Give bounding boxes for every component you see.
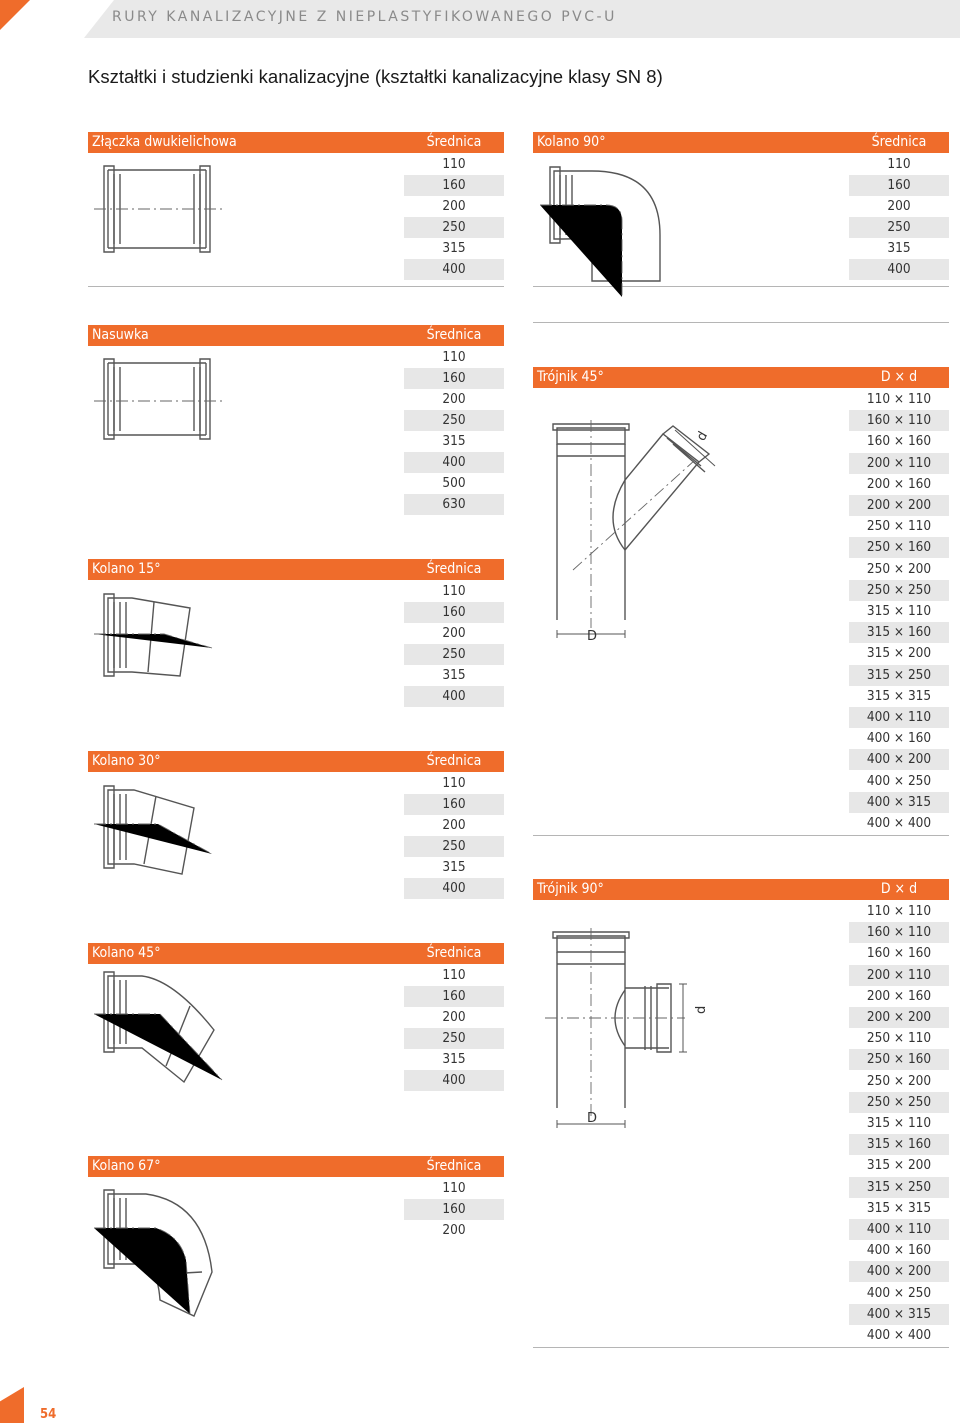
table-row: 250 × 200: [866, 1072, 932, 1089]
section-rule: [533, 322, 949, 323]
table-row: 110 × 110: [866, 903, 932, 919]
table-row: 200: [442, 198, 466, 214]
table-row: 400: [404, 686, 504, 707]
table-row: 250: [404, 410, 504, 431]
table-row: 200: [442, 817, 466, 833]
section-header-bar: [88, 132, 504, 153]
table-row: 315 × 315: [866, 1199, 932, 1216]
table-row: 160 × 160: [866, 945, 932, 962]
table-row: 315 × 200: [866, 645, 932, 662]
table-row: 200 × 160: [866, 475, 932, 492]
page-title: Kształtki i studzienki kanalizacyjne (kształtki kanalizacyjne klasy SN 8): [88, 66, 663, 87]
table-row: 200 × 110: [849, 453, 949, 474]
page-corner-accent: [0, 1387, 24, 1423]
section-rule: [533, 835, 949, 836]
section-title: Trójnik 45°: [537, 369, 604, 385]
section-title: Kolano 15°: [92, 561, 161, 577]
column-header: Średnica: [426, 327, 482, 343]
table-row: 250 × 250: [849, 580, 949, 601]
table-row: 400 × 160: [866, 1242, 932, 1259]
table-row: 315: [442, 667, 466, 683]
section-title: Kolano 67°: [92, 1158, 161, 1174]
table-row: 400 × 400: [866, 1327, 932, 1343]
column-header: D × d: [880, 369, 918, 385]
coupling-drawing: [94, 160, 244, 270]
table-row: 200 × 160: [866, 987, 932, 1004]
table-row: 400 × 110: [849, 1219, 949, 1240]
table-row: 315 × 250: [849, 665, 949, 686]
header-corner-accent: [0, 0, 30, 30]
table-row: 110: [442, 349, 466, 365]
table-row: 250: [404, 836, 504, 857]
table-row: 160: [404, 368, 504, 389]
section-title: Trójnik 90°: [537, 881, 604, 897]
table-row: 160: [404, 986, 504, 1007]
section-header-bar: [533, 879, 949, 900]
table-row: 250: [404, 217, 504, 238]
table-row: 250: [849, 217, 949, 238]
column-header: Średnica: [426, 753, 482, 769]
table-row: 400: [404, 1070, 504, 1091]
table-row: 200 × 110: [849, 965, 949, 986]
column-header: Średnica: [426, 945, 482, 961]
table-row: 200: [442, 391, 466, 407]
header-notch: [84, 0, 114, 38]
table-row: 400: [849, 259, 949, 280]
table-row: 315 × 315: [866, 687, 932, 704]
table-row: 110: [442, 1180, 466, 1196]
table-row: 110: [442, 156, 466, 172]
table-row: 500: [442, 475, 466, 491]
table-row: 250 × 110: [866, 1030, 932, 1047]
section-title: Złączka dwukielichowa: [92, 134, 237, 150]
table-row: 250: [404, 1028, 504, 1049]
table-row: 200 × 200: [849, 1007, 949, 1028]
table-row: 400: [404, 878, 504, 899]
table-row: 110: [887, 156, 911, 172]
table-row: 315 × 110: [866, 603, 932, 619]
table-row: 315: [442, 240, 466, 256]
tee-45-drawing: [545, 420, 735, 650]
section-header-bar: [88, 1156, 504, 1177]
section-rule: [88, 286, 504, 287]
table-row: 315 × 160: [849, 622, 949, 643]
table-row: 250: [404, 644, 504, 665]
table-row: 160 × 160: [866, 433, 932, 450]
elbow-45-drawing: [94, 970, 234, 1085]
elbow-67-drawing: [94, 1188, 234, 1318]
section-title: Nasuwka: [92, 327, 149, 343]
column-header: Średnica: [426, 561, 482, 577]
elbow-30-drawing: [94, 780, 224, 880]
table-row: 400 × 250: [866, 772, 932, 789]
elbow-90-drawing: [540, 165, 670, 300]
section-title: Kolano 45°: [92, 945, 161, 961]
table-row: 200: [442, 1222, 466, 1238]
section-header-bar: [88, 325, 504, 346]
table-row: 400 × 200: [849, 749, 949, 770]
dimension-label-d: d: [693, 429, 712, 444]
table-row: 315: [887, 240, 911, 256]
table-row: 400 × 250: [866, 1284, 932, 1301]
table-row: 160: [404, 602, 504, 623]
table-row: 315 × 160: [849, 1134, 949, 1155]
table-row: 110: [442, 583, 466, 599]
column-header: Średnica: [426, 134, 482, 150]
table-row: 250 × 250: [849, 1092, 949, 1113]
table-row: 110: [442, 967, 466, 983]
header-title: RURY KANALIZACYJNE Z NIEPLASTYFIKOWANEGO PVC-U: [112, 9, 617, 25]
table-row: 315 × 200: [866, 1157, 932, 1174]
table-row: 160: [404, 1199, 504, 1220]
slip-coupling-drawing: [94, 355, 244, 445]
table-row: 400 × 400: [866, 815, 932, 831]
section-header-bar: [88, 943, 504, 964]
dimension-label-D: D: [587, 629, 598, 644]
elbow-15-drawing: [94, 588, 224, 688]
table-row: 110 × 110: [866, 391, 932, 407]
section-header-bar: [88, 559, 504, 580]
table-row: 200: [887, 198, 911, 214]
table-row: 400: [404, 259, 504, 280]
table-row: 200 × 200: [849, 495, 949, 516]
dimension-label-d: d: [694, 1005, 709, 1014]
tee-90-drawing: [545, 928, 725, 1138]
table-row: 160: [404, 794, 504, 815]
table-row: 400 × 110: [849, 707, 949, 728]
table-row: 160: [404, 175, 504, 196]
table-row: 200: [442, 625, 466, 641]
section-rule: [533, 1347, 949, 1348]
table-row: 160 × 110: [849, 922, 949, 943]
table-row: 110: [442, 775, 466, 791]
table-row: 250 × 160: [849, 1049, 949, 1070]
table-row: 315: [442, 1051, 466, 1067]
table-row: 315 × 250: [849, 1177, 949, 1198]
table-row: 200: [442, 1009, 466, 1025]
table-row: 315 × 110: [866, 1115, 932, 1131]
table-row: 315: [442, 433, 466, 449]
section-title: Kolano 30°: [92, 753, 161, 769]
table-row: 250 × 160: [849, 537, 949, 558]
column-header: D × d: [880, 881, 918, 897]
section-header-bar: [533, 132, 949, 153]
table-row: 400 × 315: [849, 792, 949, 813]
table-row: 315: [442, 859, 466, 875]
column-header: Średnica: [426, 1158, 482, 1174]
table-row: 160 × 110: [849, 410, 949, 431]
table-row: 400 × 200: [849, 1261, 949, 1282]
section-header-bar: [88, 751, 504, 772]
dimension-label-D: D: [587, 1111, 598, 1126]
table-row: 400: [404, 452, 504, 473]
table-row: 250 × 200: [866, 560, 932, 577]
table-row: 250 × 110: [866, 518, 932, 535]
column-header: Średnica: [871, 134, 927, 150]
table-row: 400 × 160: [866, 730, 932, 747]
section-header-bar: [533, 367, 949, 388]
table-row: 160: [849, 175, 949, 196]
table-row: 400 × 315: [849, 1304, 949, 1325]
page-number: 54: [40, 1407, 57, 1422]
section-title: Kolano 90°: [537, 134, 606, 150]
table-row: 630: [404, 494, 504, 515]
